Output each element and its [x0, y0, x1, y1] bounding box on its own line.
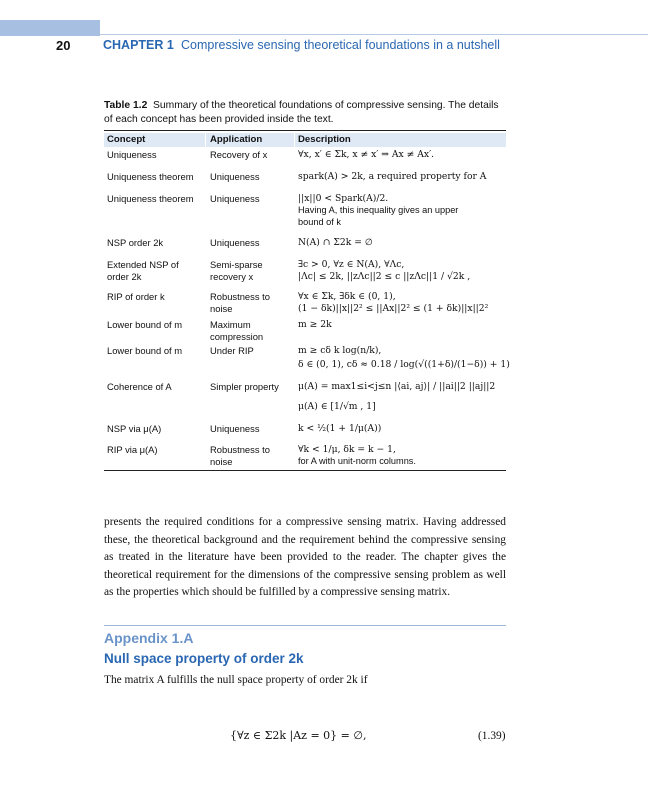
table-header-separator: [294, 133, 295, 147]
row-description: bound of k: [298, 217, 341, 227]
row-application: Uniqueness: [210, 423, 260, 434]
row-description: spark(A) > 2k, a required property for A: [298, 171, 487, 182]
appendix-rule: [104, 625, 506, 626]
row-application: Recovery of x: [210, 149, 268, 160]
row-concept: RIP via μ(A): [107, 444, 158, 455]
row-description: k < ½(1 + 1/μ(A)): [298, 423, 382, 434]
row-concept: NSP order 2k: [107, 237, 164, 248]
row-application: Robustness to noise: [210, 444, 270, 467]
row-concept: Lower bound of m: [107, 319, 183, 330]
row-description: ∀k < 1/μ, δk = k − 1,: [298, 444, 396, 455]
row-description: m ≥ 2k: [298, 319, 332, 330]
chapter-title: Compressive sensing theoretical foundations in a nutshell: [181, 38, 500, 52]
row-concept: Coherence of A: [107, 381, 172, 392]
row-description: μ(A) ∈ [1/√m , 1]: [298, 401, 376, 412]
row-description: ∃c > 0, ∀z ∈ N(A), ∀Λc,: [298, 259, 405, 270]
row-description: ∀x ∈ Σk, ∃δk ∈ (0, 1),: [298, 291, 396, 302]
table-header-separator: [205, 133, 206, 147]
row-description: μ(A) = max1≤i<j≤n |⟨ai, aj⟩| / ||ai||2 ||aj||2: [298, 381, 496, 392]
chapter-label: CHAPTER 1: [103, 38, 174, 52]
row-description: ∀x, x′ ∈ Σk, x ≠ x′ ⇒ Ax ≠ Ax′.: [298, 149, 435, 160]
appendix-label: Appendix 1.A: [104, 630, 194, 646]
row-application: Uniqueness: [210, 237, 260, 248]
row-description: |Λc| ≤ 2k, ||zΛc||2 ≤ c ||zΛc||1 / √2k ,: [298, 271, 471, 282]
row-application: Uniqueness: [210, 193, 260, 204]
page-number: 20: [56, 38, 71, 53]
equation: {∀z ∈ Σ2k |Az = 0} = ∅,: [230, 729, 367, 742]
row-concept: RIP of order k: [107, 291, 165, 302]
header-description: Description: [298, 134, 351, 145]
row-description: (1 − δk)||x||2² ≤ ||Ax||2² ≤ (1 + δk)||x||2²: [298, 303, 489, 314]
row-concept: NSP via μ(A): [107, 423, 162, 434]
table-top-rule: [104, 130, 506, 131]
row-description: δ ∈ (0, 1), cδ ≈ 0.18 / log(√((1+δ)/(1−δ)) + 1): [298, 359, 510, 370]
body-paragraph: presents the required conditions for a compressive sensing matrix. Having addressed these, the theoretical background and the requirement behind the compressive sensing as treated in the literature have been provided to the reader. The chapter gives the theoretical requirement for the dimensions of the compressive sensing problem as well as the properties which should be fulfilled by a compressive sensing matrix.: [104, 516, 506, 599]
row-description: m ≥ cδ k log(n/k),: [298, 345, 382, 356]
row-concept: Uniqueness theorem: [107, 193, 194, 204]
table-caption: [104, 99, 506, 126]
appendix-title: Null space property of order 2k: [104, 651, 304, 666]
row-concept: Extended NSP of order 2k: [107, 259, 179, 282]
row-application: Under RIP: [210, 345, 254, 356]
table-label: Table 1.2: [104, 100, 148, 111]
row-application: Semi-sparse recovery x: [210, 259, 263, 282]
appendix-text: The matrix A fulfills the null space property of order 2k if: [104, 674, 368, 686]
table-bottom-rule: [104, 470, 506, 471]
row-description: for A with unit-norm columns.: [298, 456, 416, 466]
row-description: Having A, this inequality gives an upper: [298, 205, 459, 215]
row-description: ||x||0 < Spark(A)/2.: [298, 193, 389, 204]
header-concept: Concept: [107, 134, 146, 145]
table-caption-text: Summary of the theoretical foundations of compressive sensing. The details of each concept has been provided inside the text.: [104, 100, 499, 125]
header-rule: [100, 34, 648, 35]
row-application: Simpler property: [210, 381, 279, 392]
row-concept: Lower bound of m: [107, 345, 183, 356]
equation-number: (1.39): [478, 730, 506, 742]
header-color-bar: [0, 20, 100, 36]
row-application: Robustness to noise: [210, 291, 270, 314]
row-description: N(A) ∩ Σ2k = ∅: [298, 237, 373, 248]
row-application: Uniqueness: [210, 171, 260, 182]
row-concept: Uniqueness theorem: [107, 171, 194, 182]
row-concept: Uniqueness: [107, 149, 157, 160]
header-application: Application: [210, 134, 263, 145]
row-application: Maximum compression: [210, 319, 264, 342]
